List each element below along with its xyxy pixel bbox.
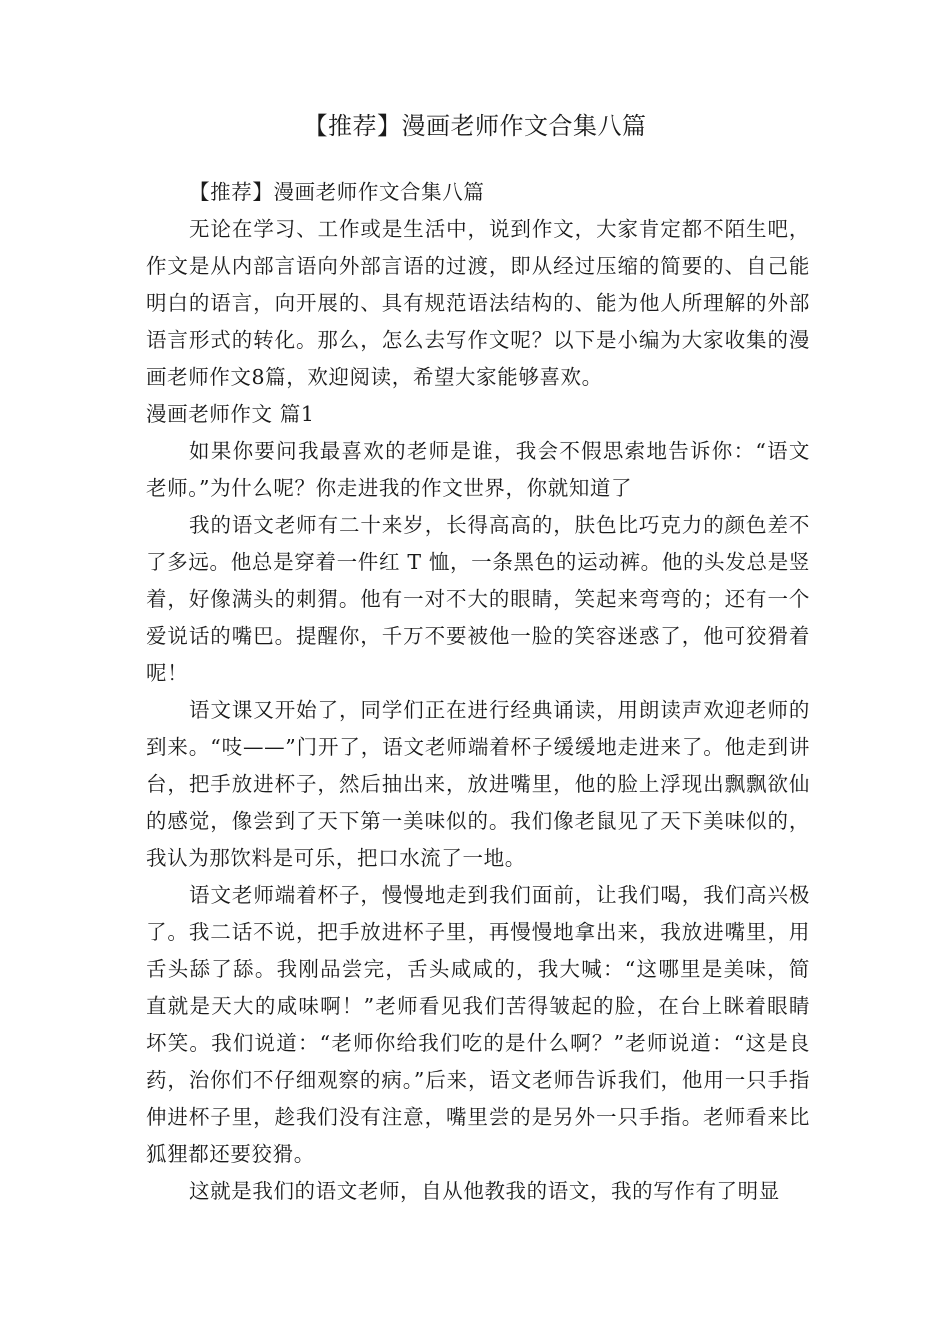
body-paragraph: 这就是我们的语文老师，自从他教我的语文，我的写作有了明显	[189, 1179, 780, 1203]
document-title: 【推荐】漫画老师作文合集八篇	[303, 112, 647, 140]
document-body	[146, 174, 810, 1210]
section-heading: 漫画老师作文 篇1	[146, 402, 315, 426]
body-paragraph: 如果你要问我最喜欢的老师是谁，我会不假思索地告诉你：“语文老师。”为什么呢？你走进我的作文世界，你就知道了	[146, 439, 810, 500]
body-paragraph: 我的语文老师有二十来岁，长得高高的，肤色比巧克力的颜色差不了多远。他总是穿着一件红 T 恤，一条黑色的运动裤。他的头发总是竖着，好像满头的刺猬。他有一对不大的眼睛，笑起来弯弯的；还有一个爱说话的嘴巴。提醒你，千万不要被他一脸的笑容迷惑了，他可狡猾着呢！	[146, 513, 810, 685]
body-paragraph: 语文老师端着杯子，慢慢地走到我们面前，让我们喝，我们高兴极了。我二话不说，把手放进杯子里，再慢慢地拿出来，我放进嘴里，用舌头舔了舔。我刚品尝完，舌头咸咸的，我大喊：“这哪里是美味，简直就是天大的咸味啊！”老师看见我们苦得皱起的脸，在台上眯着眼睛坏笑。我们说道：“老师你给我们吃的是什么啊？”老师说道：“这是良药，治你们不仔细观察的病。”后来，语文老师告诉我们，他用一只手指伸进杯子里，趁我们没有注意，嘴里尝的是另外一只手指。老师看来比狐狸都还要狡猾。	[146, 883, 810, 1166]
intro-paragraph: 无论在学习、工作或是生活中，说到作文，大家肯定都不陌生吧，作文是从内部言语向外部言语的过渡，即从经过压缩的简要的、自己能明白的语言，向开展的、具有规范语法结构的、能为他人所理解的外部语言形式的转化。那么，怎么去写作文呢？以下是小编为大家收集的漫画老师作文8篇，欢迎阅读，希望大家能够喜欢。	[146, 217, 810, 389]
document-subtitle: 【推荐】漫画老师作文合集八篇	[189, 180, 485, 204]
body-paragraph: 语文课又开始了，同学们正在进行经典诵读，用朗读声欢迎老师的到来。“吱——”门开了，语文老师端着杯子缓缓地走进来了。他走到讲台，把手放进杯子，然后抽出来，放进嘴里，他的脸上浮现出飘飘欲仙的感觉，像尝到了天下第一美味似的。我们像老鼠见了天下美味似的，我认为那饮料是可乐，把口水流了一地。	[146, 698, 810, 870]
